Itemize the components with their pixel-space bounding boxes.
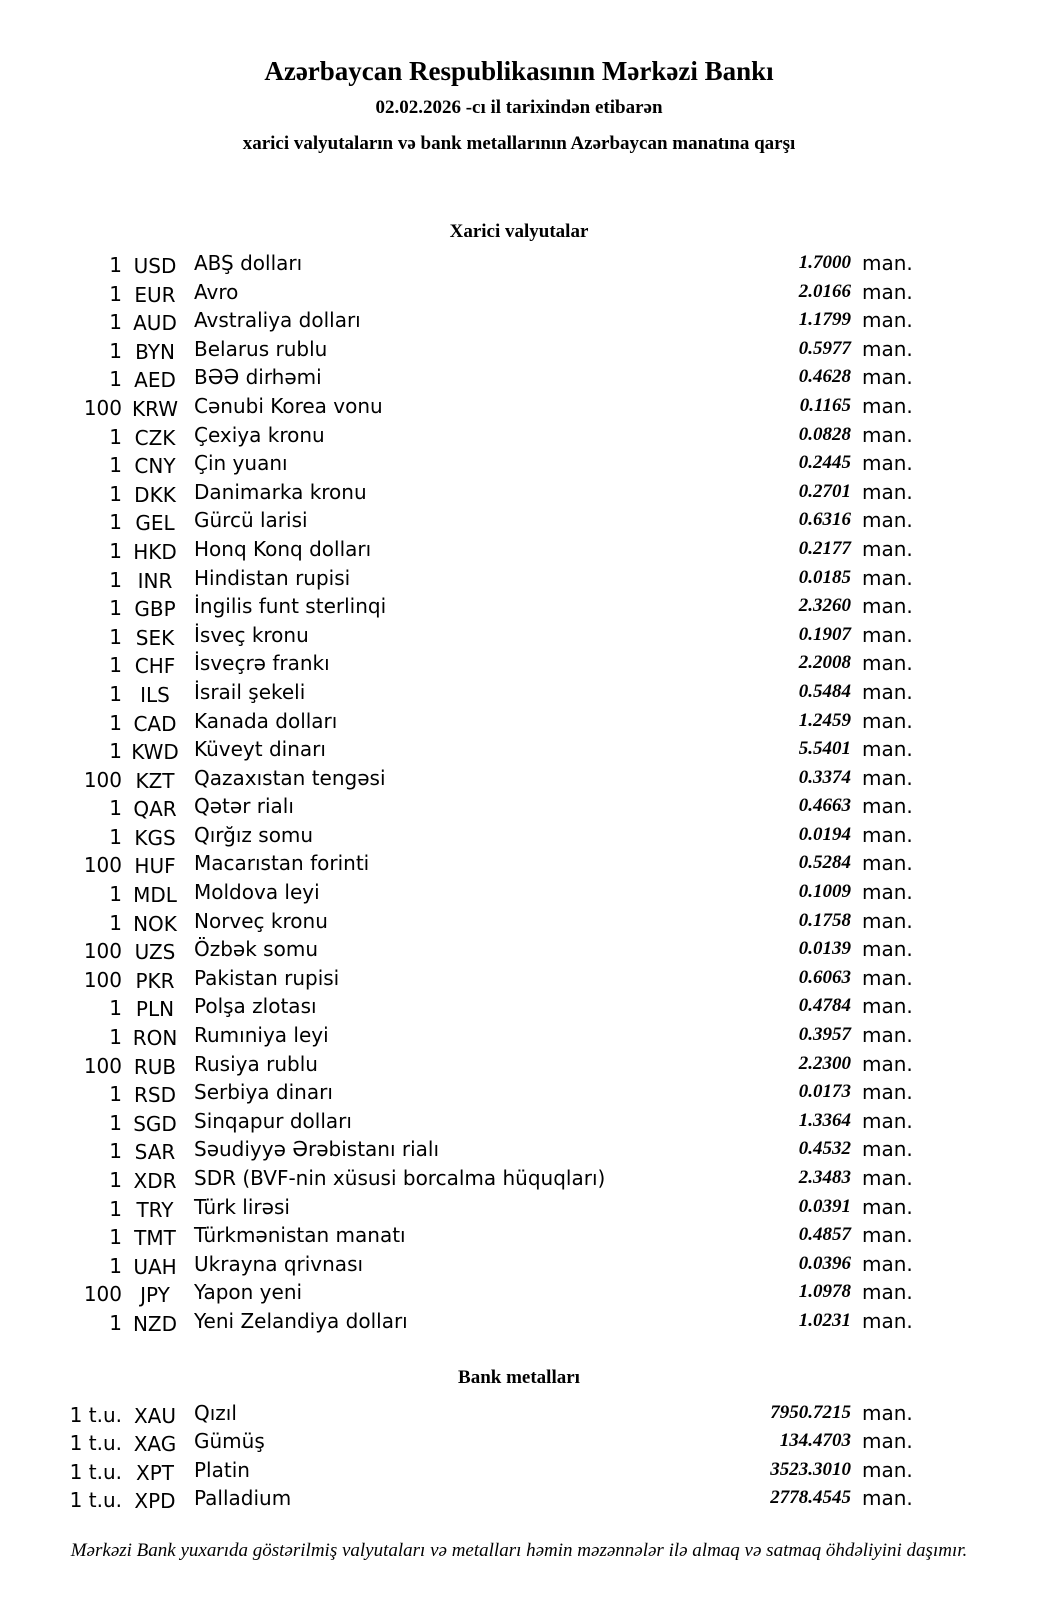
- table-row: [0, 564, 1038, 593]
- table-row: [0, 1078, 1038, 1107]
- exchange-rate: 2.3483: [798, 1167, 851, 1188]
- unit-label: man.: [862, 251, 913, 275]
- table-row: [0, 535, 1038, 564]
- unit-label: man.: [862, 1137, 913, 1162]
- unit-label: man.: [862, 908, 913, 933]
- exchange-rate: 5.5401: [798, 738, 851, 760]
- currency-code: KWD: [131, 740, 179, 765]
- unit-label: man.: [862, 708, 913, 733]
- currency-code: INR: [137, 568, 173, 593]
- table-row: [0, 1278, 1038, 1307]
- row-quantity: 1: [109, 338, 122, 363]
- exchange-rate: 2.3260: [798, 595, 851, 617]
- table-row: [0, 678, 1038, 707]
- currency-code: RSD: [134, 1083, 176, 1108]
- currency-code: HKD: [133, 539, 177, 564]
- row-quantity: 1: [109, 253, 122, 277]
- currency-code: KGS: [134, 825, 176, 850]
- currency-name: Avro: [194, 279, 239, 304]
- row-quantity: 1: [109, 1110, 122, 1135]
- table-row: [0, 1193, 1038, 1222]
- currency-name: Gümüş: [194, 1429, 265, 1454]
- table-row: [0, 649, 1038, 678]
- exchange-rate: 0.4532: [798, 1138, 851, 1160]
- row-quantity: 1 t.u.: [69, 1459, 122, 1484]
- currency-name: İsveç kronu: [194, 622, 309, 647]
- row-quantity: 1: [109, 453, 122, 478]
- currency-name: Cənubi Korea vonu: [194, 393, 383, 418]
- currency-name: Belarus rublu: [194, 336, 328, 361]
- unit-label: man.: [862, 765, 913, 790]
- unit-label: man.: [862, 651, 913, 676]
- currency-name: Türk lirəsi: [194, 1194, 290, 1219]
- page-subtitle: xarici valyutaların və bank metallarının Azərbaycan manatına qarşı: [242, 133, 796, 154]
- currency-code: CHF: [134, 654, 176, 679]
- currency-code: UZS: [134, 940, 176, 965]
- table-row: [0, 1399, 1038, 1428]
- currency-code: SEK: [135, 625, 175, 650]
- row-quantity: 1: [109, 824, 122, 849]
- currency-code: UAH: [133, 1254, 177, 1279]
- row-quantity: 100: [83, 853, 122, 878]
- exchange-rate: 1.0231: [798, 1309, 851, 1331]
- currency-name: BƏƏ dirhəmi: [194, 365, 322, 390]
- row-quantity: 1: [109, 538, 122, 563]
- currency-code: XPD: [134, 1489, 176, 1514]
- exchange-rate: 0.3957: [798, 1024, 851, 1046]
- unit-label: man.: [862, 622, 913, 647]
- unit-label: man.: [862, 965, 913, 990]
- table-row: [0, 392, 1038, 421]
- table-row: [0, 735, 1038, 764]
- currency-code: QAR: [133, 797, 177, 822]
- exchange-rate: 0.5284: [798, 852, 851, 874]
- exchange-rate: 3523.3010: [770, 1458, 851, 1480]
- currency-code: XAG: [133, 1432, 177, 1457]
- table-row: [0, 764, 1038, 793]
- exchange-rate: 2.0166: [798, 280, 851, 302]
- table-row: [0, 278, 1038, 307]
- exchange-rate: 0.0396: [798, 1252, 851, 1274]
- row-quantity: 1: [109, 567, 122, 592]
- currency-name: Qazaxıstan tengəsi: [194, 765, 386, 790]
- unit-label: man.: [862, 279, 913, 304]
- currency-code: CZK: [134, 425, 176, 450]
- currency-code: CAD: [133, 711, 177, 736]
- row-quantity: 1: [109, 1225, 122, 1250]
- unit-label: man.: [862, 1280, 913, 1305]
- unit-label: man.: [862, 1457, 913, 1482]
- row-quantity: 1: [109, 1310, 122, 1335]
- currency-code: KRW: [132, 396, 178, 421]
- exchange-rate: 0.4784: [798, 995, 851, 1017]
- currency-name: Honq Konq dolları: [194, 536, 372, 561]
- currency-name: Çin yuanı: [194, 451, 288, 476]
- currency-name: Qızıl: [194, 1400, 237, 1425]
- currency-code: USD: [133, 254, 177, 278]
- table-row: [0, 707, 1038, 736]
- table-row: [0, 621, 1038, 650]
- table-row: [0, 335, 1038, 364]
- row-quantity: 100: [83, 1053, 122, 1078]
- table-row: [0, 1021, 1038, 1050]
- exchange-rate: 0.1165: [799, 394, 851, 416]
- row-quantity: 1: [109, 882, 122, 907]
- currency-code: BYN: [135, 339, 175, 364]
- currency-rate-table: [0, 249, 1038, 1336]
- exchange-rate: 0.4628: [798, 366, 851, 388]
- currency-name: Qırğız somu: [194, 822, 314, 847]
- currency-name: Platin: [194, 1457, 250, 1482]
- currency-code: KZT: [135, 768, 175, 793]
- unit-label: man.: [862, 508, 913, 533]
- currency-name: Yeni Zelandiya dolları: [194, 1308, 408, 1333]
- row-quantity: 1 t.u.: [69, 1402, 122, 1427]
- exchange-rate: 0.0194: [798, 823, 851, 845]
- unit-label: man.: [862, 1486, 913, 1511]
- row-quantity: 1: [109, 910, 122, 935]
- currency-name: ABŞ dolları: [194, 251, 303, 275]
- currency-name: Macarıstan forinti: [194, 851, 370, 876]
- table-row: [0, 449, 1038, 478]
- unit-label: man.: [862, 422, 913, 447]
- table-row: [0, 992, 1038, 1021]
- table-row: [0, 1107, 1038, 1136]
- currency-code: PKR: [135, 968, 175, 993]
- currency-code: GEL: [135, 511, 175, 536]
- section-title-currencies: Xarici valyutalar: [449, 221, 589, 242]
- row-quantity: 100: [83, 939, 122, 964]
- table-row: [0, 1050, 1038, 1079]
- unit-label: man.: [862, 451, 913, 476]
- table-row: [0, 1427, 1038, 1456]
- currency-name: Sinqapur dolları: [194, 1108, 352, 1133]
- currency-code: GBP: [134, 597, 176, 622]
- exchange-rate: 0.0173: [798, 1081, 851, 1103]
- exchange-rate: 0.0185: [798, 566, 851, 588]
- table-row: [0, 935, 1038, 964]
- currency-code: XAU: [133, 1403, 177, 1428]
- exchange-rate: 0.0828: [798, 423, 851, 445]
- currency-name: Palladium: [194, 1486, 292, 1511]
- table-row: [0, 1307, 1038, 1336]
- row-quantity: 100: [83, 395, 122, 420]
- unit-label: man.: [862, 880, 913, 905]
- unit-label: man.: [862, 479, 913, 504]
- exchange-rate: 1.2459: [798, 709, 851, 731]
- currency-name: Yapon yeni: [194, 1280, 303, 1305]
- currency-name: Səudiyyə Ərəbistanı rialı: [194, 1137, 440, 1162]
- row-quantity: 1: [109, 1082, 122, 1107]
- row-quantity: 1: [109, 481, 122, 506]
- currency-name: İsveçrə frankı: [194, 651, 330, 676]
- unit-label: man.: [862, 1108, 913, 1133]
- exchange-rate: 2.2300: [798, 1052, 851, 1074]
- unit-label: man.: [862, 1080, 913, 1105]
- unit-label: man.: [862, 1429, 913, 1454]
- row-quantity: 1: [109, 1196, 122, 1221]
- exchange-rate: 0.6316: [798, 509, 851, 531]
- row-quantity: 100: [83, 967, 122, 992]
- unit-label: man.: [862, 308, 913, 333]
- table-row: [0, 1135, 1038, 1164]
- currency-name: Özbək somu: [194, 937, 318, 962]
- unit-label: man.: [862, 536, 913, 561]
- currency-name: Ukrayna qrivnası: [194, 1251, 364, 1276]
- table-row: [0, 478, 1038, 507]
- unit-label: man.: [862, 737, 913, 762]
- unit-label: man.: [862, 1166, 913, 1190]
- unit-label: man.: [862, 994, 913, 1019]
- currency-code: CNY: [134, 454, 176, 479]
- unit-label: man.: [862, 851, 913, 876]
- row-quantity: 1: [109, 281, 122, 306]
- currency-name: Norveç kronu: [194, 908, 328, 933]
- table-row: [0, 421, 1038, 450]
- currency-code: HUF: [134, 854, 176, 879]
- table-row: [0, 1250, 1038, 1279]
- exchange-rate: 2.2008: [798, 652, 851, 674]
- currency-code: RON: [132, 1026, 178, 1051]
- unit-label: man.: [862, 336, 913, 361]
- currency-name: Çexiya kronu: [194, 422, 325, 447]
- table-row: [0, 363, 1038, 392]
- currency-name: Kanada dolları: [194, 708, 338, 733]
- currency-name: Rusiya rublu: [194, 1051, 318, 1076]
- table-row: [0, 821, 1038, 850]
- row-quantity: 1: [109, 710, 122, 735]
- exchange-rate: 1.0978: [798, 1281, 851, 1303]
- exchange-rate: 0.0391: [798, 1195, 851, 1217]
- currency-code: SGD: [133, 1111, 177, 1136]
- unit-label: man.: [862, 565, 913, 590]
- exchange-rate: 7950.7215: [770, 1401, 851, 1423]
- row-quantity: 100: [83, 1282, 122, 1307]
- table-row: [0, 1164, 1038, 1193]
- exchange-rate: 1.7000: [798, 252, 851, 273]
- exchange-rate: 0.1758: [798, 909, 851, 931]
- exchange-rate: 0.5484: [798, 680, 851, 702]
- table-row: [0, 506, 1038, 535]
- row-quantity: 1: [109, 596, 122, 621]
- table-row: [0, 907, 1038, 936]
- currency-name: Hindistan rupisi: [194, 565, 351, 590]
- currency-code: SAR: [134, 1140, 176, 1165]
- table-row: [0, 306, 1038, 335]
- row-quantity: 1: [109, 1168, 122, 1192]
- row-quantity: 1: [109, 310, 122, 335]
- currency-code: EUR: [134, 282, 176, 307]
- exchange-rate: 0.3374: [798, 766, 851, 788]
- row-quantity: 1: [109, 424, 122, 449]
- currency-code: TRY: [136, 1197, 174, 1222]
- table-row: [0, 849, 1038, 878]
- exchange-rate: 0.1907: [798, 623, 851, 645]
- row-quantity: 1: [109, 1139, 122, 1164]
- section-title-metals: Bank metalları: [458, 1366, 580, 1388]
- exchange-rate: 0.6063: [798, 966, 851, 988]
- exchange-rate: 0.2177: [798, 537, 851, 559]
- exchange-rate: 134.4703: [779, 1430, 851, 1452]
- footer-note: Mərkəzi Bank yuxarıda göstərilmiş valyutaları və metalları həmin məzənnələr ilə almaq və satmaq öhdəliyini daşımır.: [70, 1539, 968, 1561]
- row-quantity: 1: [109, 739, 122, 764]
- row-quantity: 1: [109, 1025, 122, 1050]
- unit-label: man.: [862, 1308, 913, 1333]
- table-row: [0, 1456, 1038, 1485]
- unit-label: man.: [862, 1194, 913, 1219]
- exchange-rate: 0.4663: [798, 795, 851, 817]
- row-quantity: 1: [109, 624, 122, 649]
- currency-name: Türkmənistan manatı: [194, 1223, 406, 1248]
- currency-name: Küveyt dinarı: [194, 737, 326, 762]
- table-row: [0, 878, 1038, 907]
- currency-name: İngilis funt sterlinqi: [194, 594, 387, 619]
- unit-label: man.: [862, 937, 913, 962]
- table-row: [0, 249, 1038, 278]
- currency-code: AED: [134, 368, 176, 393]
- row-quantity: 1: [109, 796, 122, 821]
- exchange-rate: 1.3364: [798, 1109, 851, 1131]
- unit-label: man.: [862, 1400, 913, 1425]
- currency-name: Serbiya dinarı: [194, 1080, 333, 1105]
- currency-code: TMT: [134, 1226, 176, 1251]
- currency-code: MDL: [133, 883, 177, 908]
- currency-code: PLN: [135, 997, 175, 1022]
- exchange-rate: 0.0139: [798, 938, 851, 960]
- exchange-rate: 1.1799: [798, 309, 851, 331]
- currency-name: Qətər rialı: [194, 794, 294, 819]
- exchange-rate: 0.1009: [798, 881, 851, 903]
- unit-label: man.: [862, 1223, 913, 1248]
- effective-date-line: 02.02.2026 -cı il tarixindən etibarən: [375, 97, 663, 118]
- currency-code: ILS: [140, 682, 170, 707]
- table-row: [0, 1221, 1038, 1250]
- exchange-rate: 0.2445: [798, 452, 851, 474]
- currency-name: SDR (BVF-nin xüsusi borcalma hüquqları): [194, 1166, 606, 1190]
- table-row: [0, 1484, 1038, 1513]
- row-quantity: 1: [109, 996, 122, 1021]
- exchange-rate: 0.2701: [798, 480, 851, 502]
- currency-name: Moldova leyi: [194, 880, 320, 905]
- row-quantity: 1: [109, 367, 122, 392]
- currency-name: İsrail şekeli: [194, 679, 306, 704]
- exchange-rate: 0.4857: [798, 1224, 851, 1246]
- unit-label: man.: [862, 679, 913, 704]
- table-row: [0, 792, 1038, 821]
- row-quantity: 1: [109, 681, 122, 706]
- currency-code: XDR: [133, 1169, 177, 1193]
- row-quantity: 100: [83, 767, 122, 792]
- exchange-rate: 0.5977: [798, 337, 851, 359]
- currency-name: Gürcü larisi: [194, 508, 308, 533]
- unit-label: man.: [862, 822, 913, 847]
- currency-name: Danimarka kronu: [194, 479, 367, 504]
- page-title: Azərbaycan Respublikasının Mərkəzi Bankı: [264, 56, 774, 86]
- currency-code: DKK: [134, 482, 176, 507]
- currency-code: RUB: [133, 1054, 177, 1079]
- exchange-rate: 2778.4545: [770, 1487, 851, 1509]
- unit-label: man.: [862, 794, 913, 819]
- table-row: [0, 592, 1038, 621]
- currency-name: Avstraliya dolları: [194, 308, 361, 333]
- unit-label: man.: [862, 1023, 913, 1048]
- currency-code: NZD: [132, 1311, 178, 1336]
- currency-code: AUD: [133, 311, 177, 336]
- table-row: [0, 964, 1038, 993]
- row-quantity: 1 t.u.: [69, 1431, 122, 1456]
- currency-name: Polşa zlotası: [194, 994, 317, 1019]
- currency-code: XPT: [136, 1460, 174, 1485]
- unit-label: man.: [862, 1251, 913, 1276]
- currency-code: JPY: [140, 1283, 170, 1308]
- unit-label: man.: [862, 1051, 913, 1076]
- unit-label: man.: [862, 393, 913, 418]
- row-quantity: 1: [109, 1253, 122, 1278]
- metals-rate-table: [0, 1399, 1038, 1513]
- currency-name: Pakistan rupisi: [194, 965, 340, 990]
- currency-name: Rumıniya leyi: [194, 1023, 329, 1048]
- unit-label: man.: [862, 594, 913, 619]
- unit-label: man.: [862, 365, 913, 390]
- row-quantity: 1 t.u.: [69, 1488, 122, 1513]
- row-quantity: 1: [109, 510, 122, 535]
- row-quantity: 1: [109, 653, 122, 678]
- currency-code: NOK: [133, 911, 177, 936]
